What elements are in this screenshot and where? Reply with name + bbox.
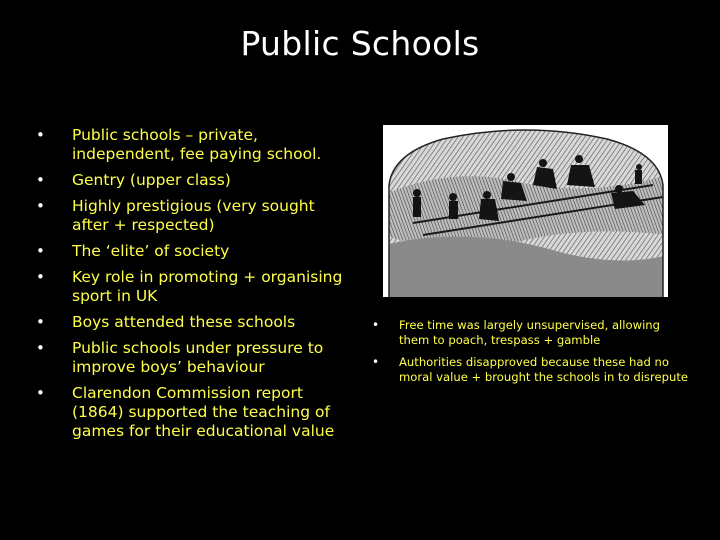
- bullet-item: [372, 318, 688, 347]
- bullet-icon: •: [36, 339, 45, 357]
- bullet-text: Boys attended these schools: [72, 313, 296, 331]
- bullet-text: Public schools – private, independent, fee paying school.: [72, 126, 322, 163]
- bullet-icon: •: [36, 268, 45, 286]
- bullet-icon: •: [36, 313, 45, 331]
- engraving-boys-jumping-fence-icon: [383, 125, 668, 297]
- bullet-icon: •: [36, 126, 45, 144]
- bullet-icon: •: [36, 242, 45, 260]
- bullet-text: Clarendon Commission report (1864) supported the teaching of games for their educational value: [72, 384, 335, 440]
- bullet-text: Gentry (upper class): [72, 171, 231, 189]
- bullet-icon: •: [372, 318, 380, 332]
- left-bullet-list: [36, 126, 348, 448]
- bullet-text: Public schools under pressure to improve boys’ behaviour: [72, 339, 324, 376]
- bullet-text: Authorities disapproved because these had no moral value + brought the schools in to disrepute: [399, 355, 689, 384]
- bullet-text: Highly prestigious (very sought after + respected): [72, 197, 315, 234]
- bullet-icon: •: [36, 197, 45, 215]
- engraving-image: [383, 125, 668, 297]
- bullet-text: Key role in promoting + organising sport in UK: [72, 268, 343, 305]
- bullet-item: [36, 242, 348, 261]
- bullet-item: [36, 126, 348, 164]
- bullet-text: The ‘elite’ of society: [72, 242, 230, 260]
- slide-title: Public Schools: [240, 24, 480, 63]
- right-bullet-list: [372, 318, 688, 392]
- bullet-item: [36, 171, 348, 190]
- bullet-icon: •: [36, 384, 45, 402]
- bullet-icon: •: [372, 355, 380, 369]
- bullet-item: [36, 384, 348, 441]
- bullet-text: Free time was largely unsupervised, allowing them to poach, trespass + gamble: [399, 318, 661, 347]
- bullet-item: [372, 355, 688, 384]
- bullet-icon: •: [36, 171, 45, 189]
- bullet-item: [36, 268, 348, 306]
- bullet-item: [36, 339, 348, 377]
- bullet-item: [36, 313, 348, 332]
- bullet-item: [36, 197, 348, 235]
